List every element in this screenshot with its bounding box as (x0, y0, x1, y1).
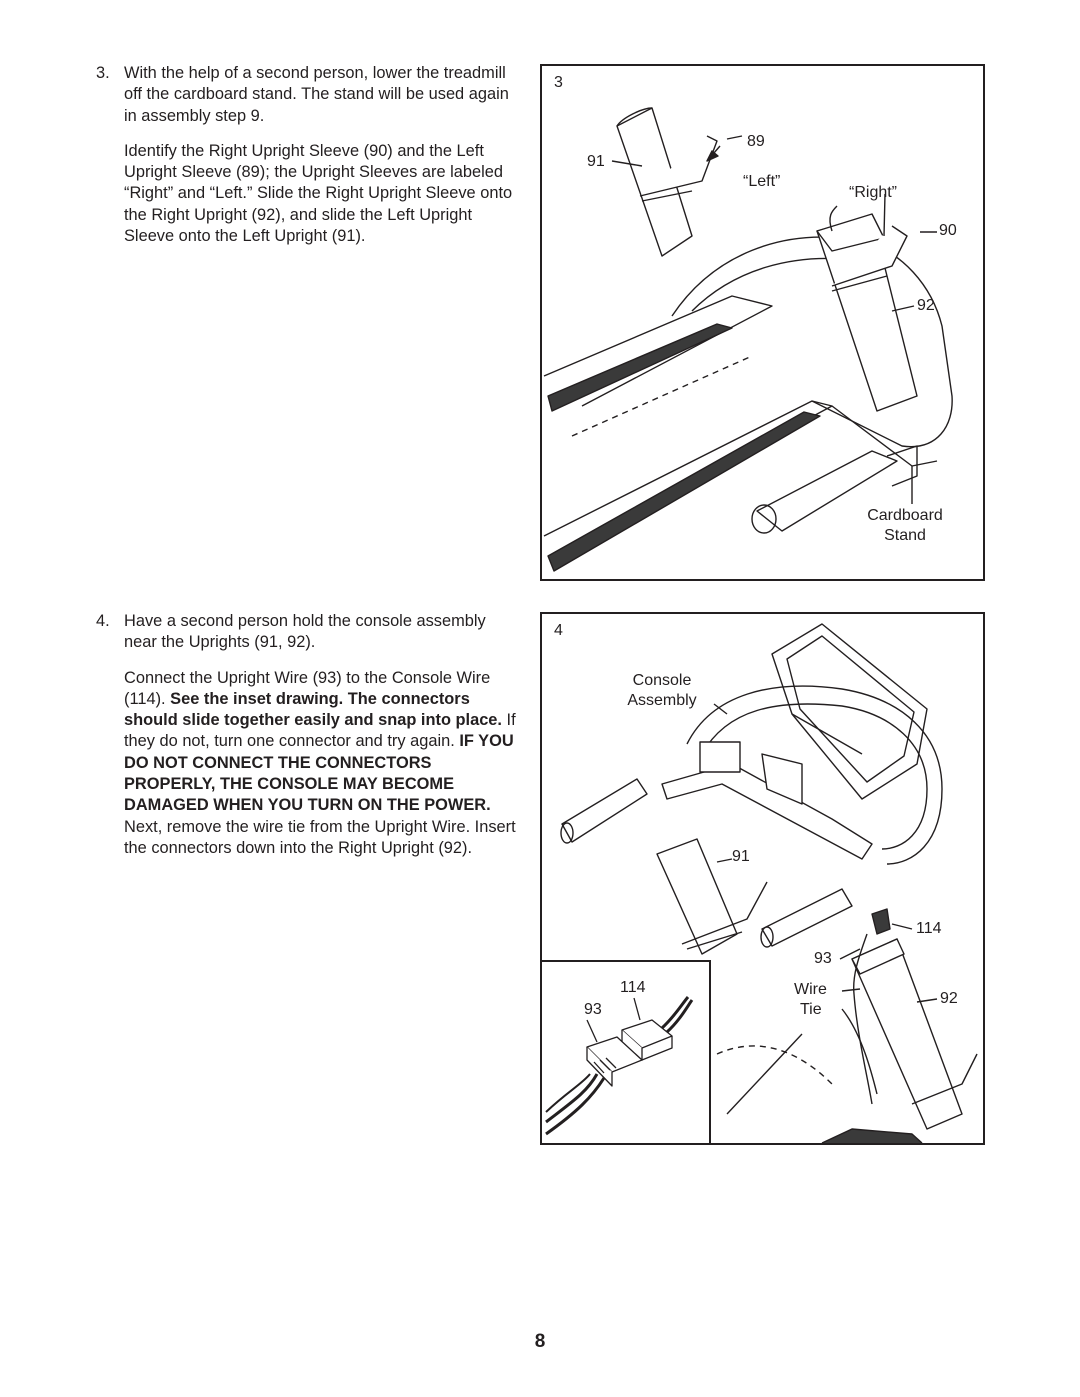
label-assembly: Assembly (627, 692, 697, 709)
callout-92: 92 (940, 990, 958, 1007)
callout-91: 91 (732, 848, 750, 865)
label-wire: Wire (794, 981, 827, 998)
step-4-instructions (96, 611, 516, 873)
callout-91: 91 (587, 153, 605, 170)
callout-92: 92 (917, 297, 935, 314)
step-4-paragraph-2 (124, 668, 516, 860)
step-3-paragraph-2: Identify the Right Upright Sleeve (90) and the Left Upright Sleeve (89); the Upright Sleeves are labeled “Right” and “Left.” Slide the Right Upright Sleeve onto the Right Upright (92), and slide the Left Upright Sleeve onto the Left Upright (91). (124, 141, 513, 246)
page-number: 8 (534, 1331, 546, 1352)
figure-4-console-connection (540, 612, 985, 1145)
callout-93: 93 (814, 950, 832, 967)
callout-89: 89 (747, 133, 765, 150)
callout-114: 114 (916, 920, 942, 937)
figure-number: 3 (554, 74, 563, 91)
step-number: 4. (96, 612, 110, 630)
step-number: 3. (96, 64, 110, 82)
label-tie: Tie (800, 1001, 822, 1018)
step-3-instructions (96, 63, 516, 261)
step-4-paragraph-1: Have a second person hold the console assembly near the Uprights (91, 92). (124, 612, 486, 652)
inset-callout-93: 93 (584, 1001, 602, 1018)
text-run: Next, remove the wire tie from the Upright Wire. Insert the connectors down into the Right Upright (92). (124, 817, 516, 857)
inset-connector-drawing (542, 960, 711, 1143)
text-run: If they do not, turn one connector and try again. (124, 711, 516, 751)
bold-instruction: See the inset drawing. The connectors should slide together easily and snap into place. (124, 689, 502, 730)
label-console: Console (632, 672, 692, 689)
label-cardboard: Cardboard (867, 507, 943, 524)
figure-number: 4 (554, 622, 563, 639)
label-right: “Right” (849, 184, 898, 201)
step-3-paragraph-1: With the help of a second person, lower the treadmill off the cardboard stand. The stand will be used again in assembly step 9. (124, 64, 509, 125)
warning-text: IF YOU DO NOT CONNECT THE CONNECTORS PROPERLY, THE CONSOLE MAY BECOME DAMAGED WHEN YOU TURN ON THE POWER. (124, 732, 514, 815)
inset-callout-114: 114 (620, 979, 646, 996)
figure-3-uprights-sleeves (540, 64, 985, 581)
label-left: “Left” (743, 173, 781, 190)
callout-90: 90 (939, 222, 957, 239)
label-stand: Stand (884, 527, 926, 544)
text-run: Connect the Upright Wire (93) to the Console Wire (114). (124, 668, 491, 708)
